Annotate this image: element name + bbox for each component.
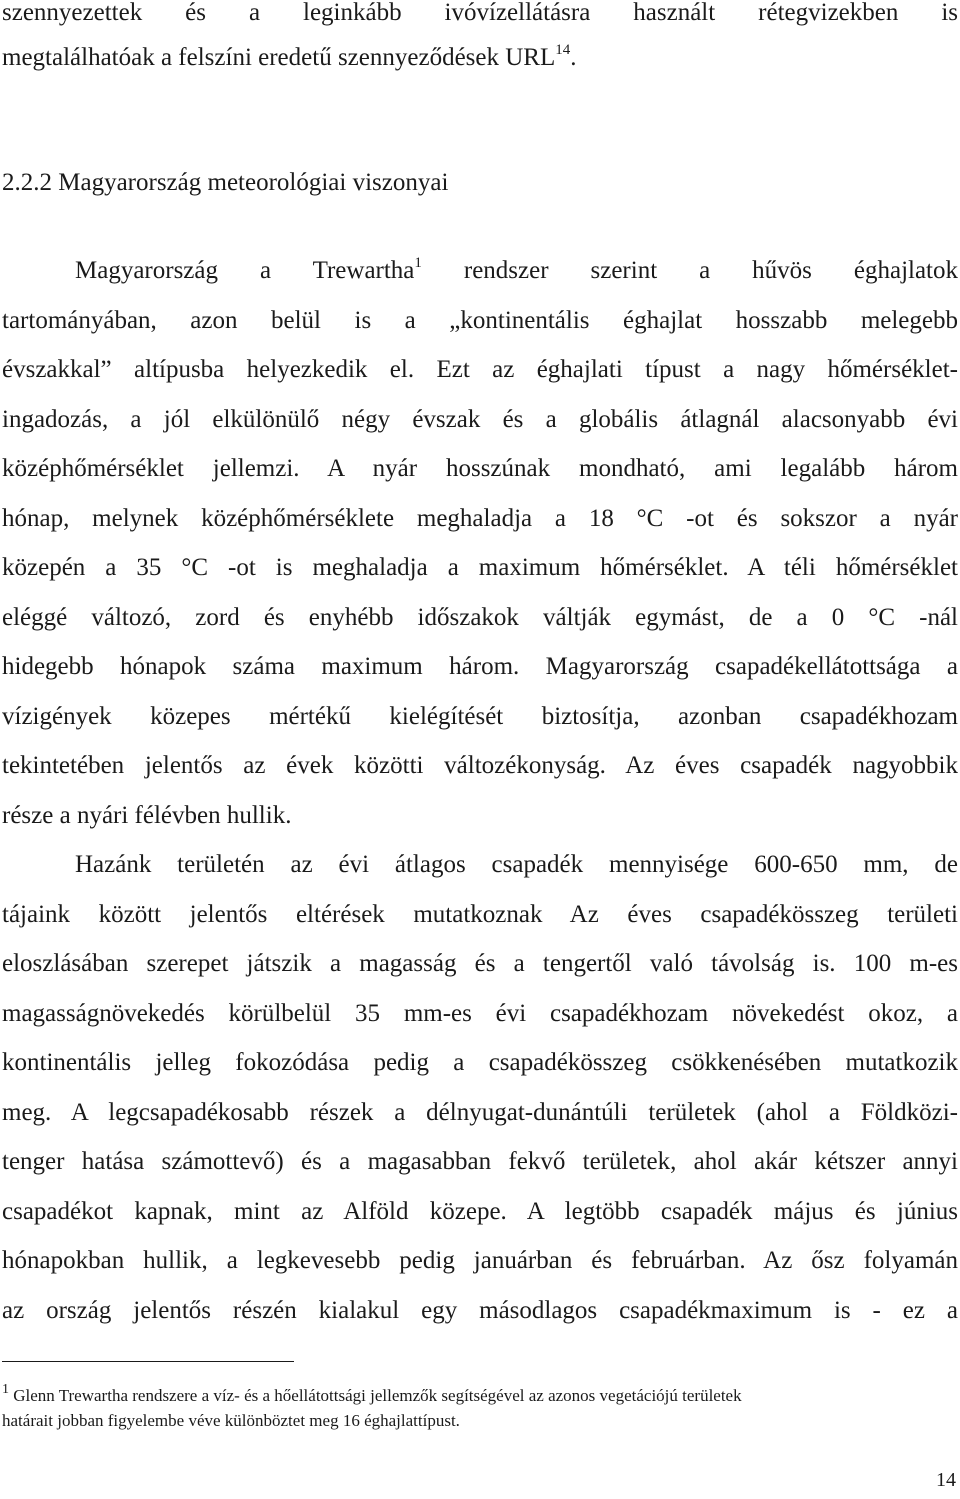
body-text-line: tájaink között jelentős eltérések mutatkoznak Az éves csapadékösszeg területi <box>2 901 958 928</box>
body-text-line: meg. A legcsapadékosabb részek a délnyugat-dunántúli területek (ahol a Földközi- <box>2 1099 958 1126</box>
body-text-line <box>75 256 958 286</box>
body-text-fragment: megtalálhatóak a felszíni eredetű szennyeződések URL <box>2 44 556 71</box>
body-text-line: hónap, melynek középhőmérséklete meghaladja a 18 °C -ot és sokszor a nyár <box>2 505 958 532</box>
body-text-line: tenger hatása számottevő) és a magasabban fekvő területek, ahol akár kétszer annyi <box>2 1148 958 1175</box>
section-heading: 2.2.2 Magyarország meteorológiai viszonyai <box>2 169 449 196</box>
body-text-fragment: . <box>570 44 577 71</box>
body-text-line: középhőmérséklet jellemzi. A nyár hosszúnak mondható, ami legalább három <box>2 455 958 482</box>
body-text-line: közepén a 35 °C -ot is meghaladja a maximum hőmérséklet. A téli hőmérséklet <box>2 554 958 581</box>
body-text-line <box>2 43 958 73</box>
page-number: 14 <box>936 1469 956 1491</box>
body-text-line: ingadozás, a jól elkülönülő négy évszak és a globális átlagnál alacsonyabb évi <box>2 406 958 433</box>
body-text-line: tekintetében jelentős az évek közötti változékonyság. Az éves csapadék nagyobbik <box>2 752 958 779</box>
body-text-line: kontinentális jelleg fokozódása pedig a csapadékösszeg csökkenésében mutatkozik <box>2 1049 958 1076</box>
body-text-line: évszakkal” altípusba helyezkedik el. Ezt az éghajlati típust a nagy hőmérséklet- <box>2 356 958 383</box>
body-text-line: eléggé változó, zord és enyhébb időszakok váltják egymást, de a 0 °C -nál <box>2 604 958 631</box>
footnote-divider <box>2 1361 294 1362</box>
footnote-text: Glenn Trewartha rendszere a víz- és a hőellátottsági jellemzők segítségével az azonos vegetációjú területek <box>9 1386 742 1405</box>
body-text-fragment: rendszer szerint a hűvös éghajlatok <box>421 257 958 284</box>
body-text-fragment: Magyarország a Trewartha <box>75 257 415 284</box>
body-text-line: vízigények közepes mértékű kielégítését biztosítja, azonban csapadékhozam <box>2 703 958 730</box>
body-text-line: Hazánk területén az évi átlagos csapadék mennyisége 600-650 mm, de <box>75 851 958 878</box>
footnote-line <box>2 1384 958 1408</box>
body-text-line: hidegebb hónapok száma maximum három. Magyarország csapadékellátottsága a <box>2 653 958 680</box>
body-text-line: része a nyári félévben hullik. <box>2 802 292 829</box>
footnote-mark: 1 <box>2 1382 9 1397</box>
body-text-line: csapadékot kapnak, mint az Alföld közepe. A legtöbb csapadék május és június <box>2 1198 958 1225</box>
footnote-reference: 1 <box>414 256 422 271</box>
body-text-line: magasságnövekedés körülbelül 35 mm-es évi csapadékhozam növekedést okoz, a <box>2 1000 958 1027</box>
body-text-line: eloszlásában szerepet játszik a magasság és a tengertől való távolság is. 100 m-es <box>2 950 958 977</box>
body-text-line: szennyezettek és a leginkább ivóvízellátásra használt rétegvizekben is <box>2 0 958 26</box>
reference-mark: 14 <box>555 43 571 58</box>
body-text-line: tartományában, azon belül is a „kontinentális éghajlat hosszabb melegebb <box>2 307 958 334</box>
body-text-line: hónapokban hullik, a legkevesebb pedig januárban és februárban. Az ősz folyamán <box>2 1247 958 1274</box>
footnote-line: határait jobban figyelembe véve különböztet meg 16 éghajlattípust. <box>2 1411 460 1430</box>
body-text-line: az ország jelentős részén kialakul egy másodlagos csapadékmaximum is - ez a <box>2 1297 958 1324</box>
